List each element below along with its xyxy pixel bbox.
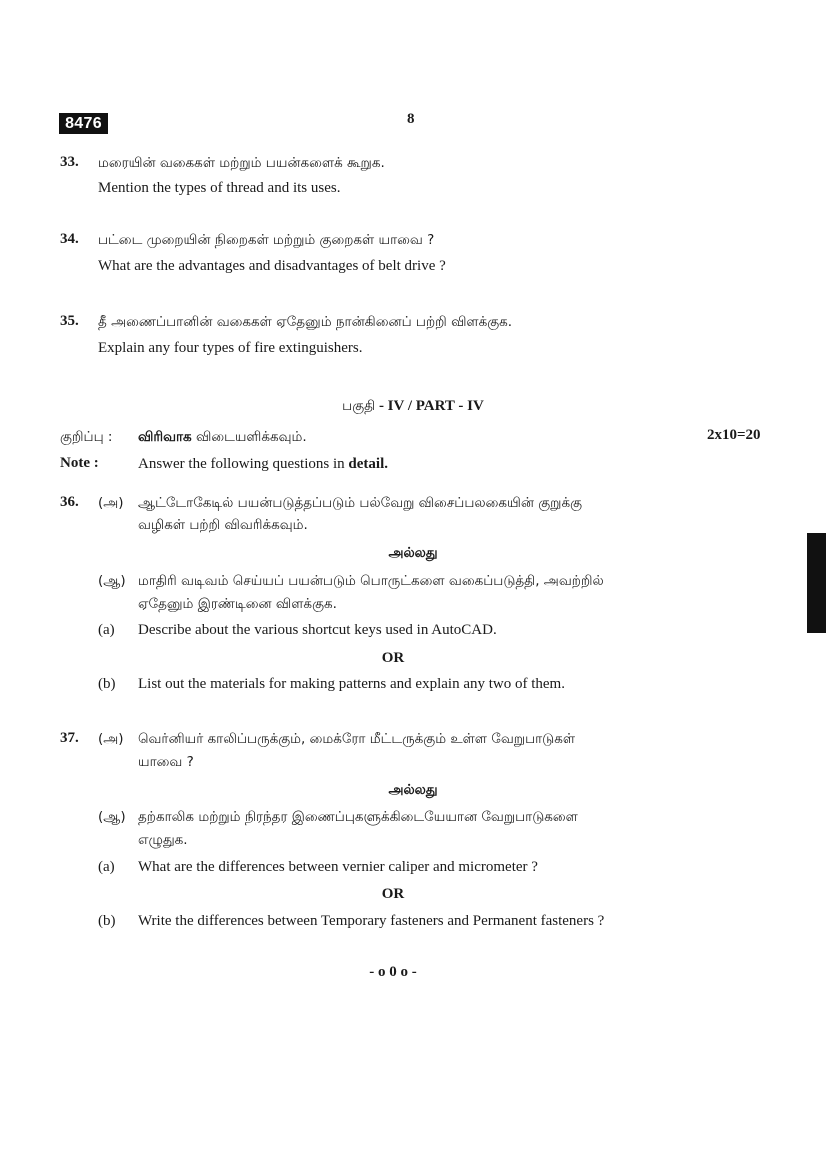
option-a-tamil: ஆட்டோகேடில் பயன்படுத்தப்படும் பல்வேறு விசைப்பலகையின் குறுக்கு [138,495,582,511]
question-tamil: மரையின் வகைகள் மற்றும் பயன்களைக் கூறுக. [98,155,385,171]
question-english: Explain any four types of fire extinguishers. [98,340,363,356]
option-a-english: Describe about the various shortcut keys used in AutoCAD. [138,622,497,638]
note-tamil-bold: விரிவாக [138,429,192,445]
or-english: OR [381,886,405,902]
option-marker: (b) [98,913,116,929]
option-b-tamil-cont: எழுதுக. [138,832,188,848]
option-b-tamil: மாதிரி வடிவம் செய்யப் பயன்படும் பொருட்களை வகைப்படுத்தி, அவற்றில் [138,573,604,589]
option-marker: (a) [98,622,115,638]
note-text [138,455,388,473]
question-tamil: தீ அணைப்பானின் வகைகள் ஏதேனும் நான்கினைப் பற்றி விளக்குக. [98,314,513,330]
question-number: 33. [60,154,79,170]
note-tamil [138,428,307,447]
option-b-tamil: தற்காலிக மற்றும் நிரந்தர இணைப்புகளுக்கிடையேயான வேறுபாடுகளை [138,809,578,825]
question-english: Mention the types of thread and its uses. [98,180,341,196]
marks-label: 2x10=20 [707,427,761,443]
option-marker: (அ) [98,495,124,511]
note-text-bold: detail. [348,456,388,472]
question-number: 36. [60,494,79,510]
paper-code: 8476 [59,113,108,134]
page-number: 8 [407,111,415,127]
note-tamil-label: குறிப்பு : [60,429,113,445]
part-heading-tamil: பகுதி [342,398,376,414]
option-b-english: List out the materials for making patterns and explain any two of them. [138,676,565,692]
option-marker: (a) [98,859,115,875]
option-b-tamil-cont: ஏதேனும் இரண்டினை விளக்குக. [138,596,337,612]
option-b-english: Write the differences between Temporary fasteners and Permanent fasteners ? [138,913,605,929]
option-marker: (b) [98,676,116,692]
or-tamil: அல்லது [388,545,438,561]
note-tamil-text: விடையளிக்கவும். [191,429,307,445]
option-marker: (ஆ) [98,573,126,589]
question-number: 35. [60,313,79,329]
note-text-main: Answer the following questions in [138,456,349,472]
end-mark: - o 0 o - [369,964,417,980]
question-number: 37. [60,730,79,746]
question-number: 34. [60,231,79,247]
part-heading-label: - IV / PART - IV [375,398,484,414]
part-heading [0,397,826,416]
option-a-tamil: வெர்னியர் காலிப்பருக்கும், மைக்ரோ மீட்டருக்கும் உள்ள வேறுபாடுகள் [138,731,576,747]
option-marker: (ஆ) [98,809,126,825]
question-english: What are the advantages and disadvantages of belt drive ? [98,258,446,274]
or-tamil: அல்லது [388,782,438,798]
or-english: OR [381,650,405,666]
note-label: Note : [60,455,99,471]
option-a-english: What are the differences between vernier caliper and micrometer ? [138,859,538,875]
option-a-tamil-cont: வழிகள் பற்றி விவரிக்கவும். [138,517,308,533]
option-a-tamil-cont: யாவை ? [138,754,194,770]
option-marker: (அ) [98,731,124,747]
question-tamil: பட்டை முறையின் நிறைகள் மற்றும் குறைகள் யாவை ? [98,232,435,248]
edge-marker [807,533,826,633]
